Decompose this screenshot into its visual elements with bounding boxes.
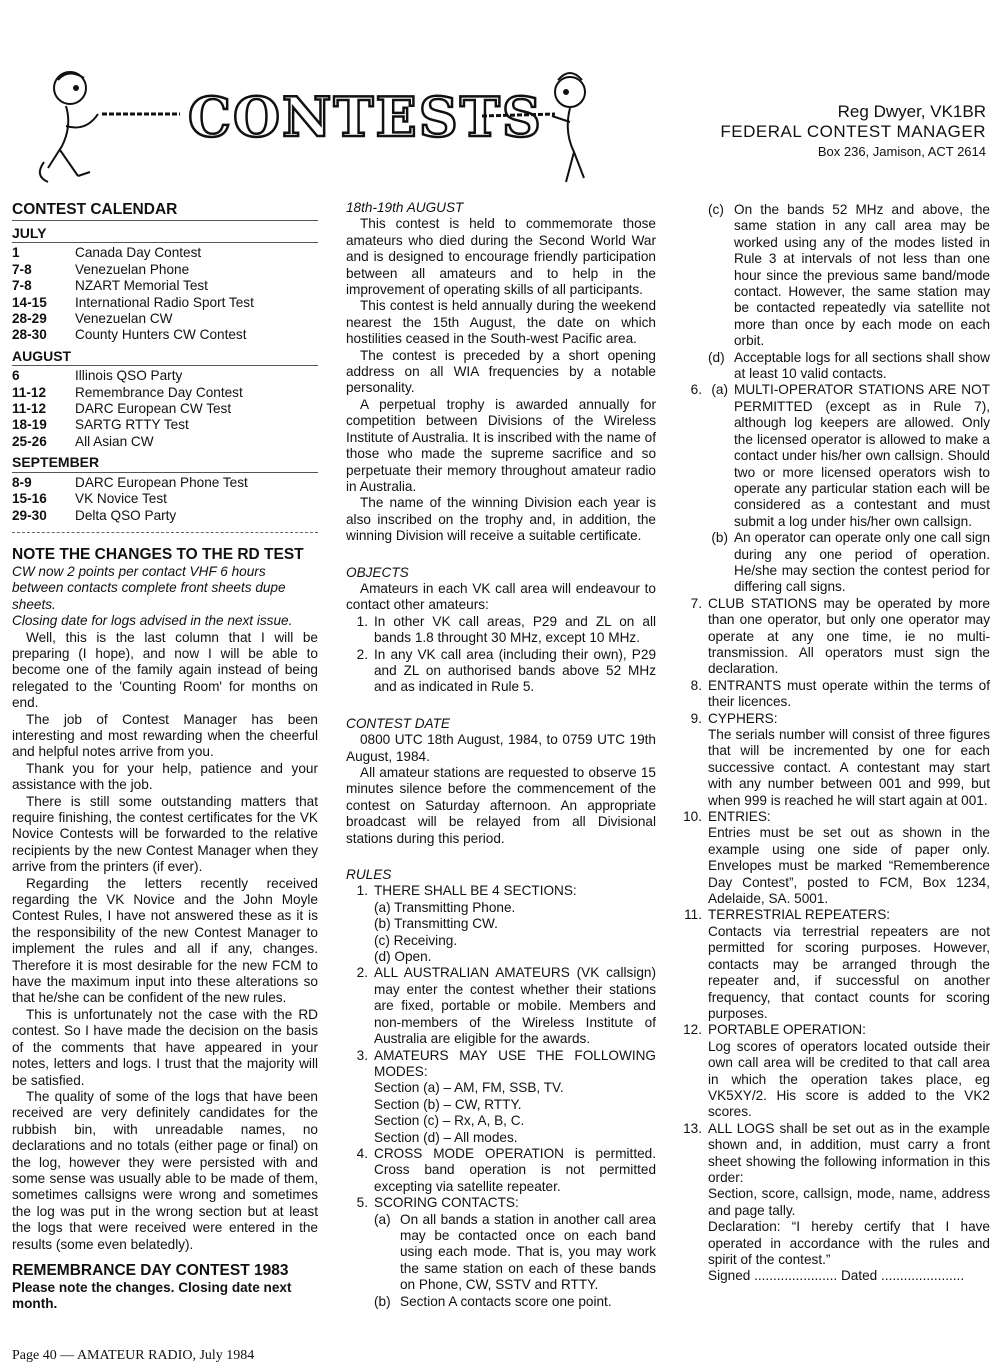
banner-title: CONTESTS xyxy=(188,85,543,149)
objects-heading: OBJECTS xyxy=(346,564,409,580)
object-item: 1. In other VK call areas, P29 and ZL on all bands 1.8 throught 30 MHz, except 10 MHz. xyxy=(356,613,656,646)
rule-5-sub: (b) Section A contacts score one point. xyxy=(374,1293,612,1309)
author-byline xyxy=(720,102,986,161)
calendar-row: 7-8 NZART Memorial Test xyxy=(12,278,208,294)
rule-1-sub: (a) Transmitting Phone. xyxy=(374,899,516,915)
calendar-row: 1 Canada Day Contest xyxy=(12,245,202,261)
rule-11: 11. TERRESTRIAL REPEATERS: Contacts via terrestrial repeaters are not permitted for scoring purposes. However, contacts may be arranged through the repeater and, if successful on another frequency, that contact counts for scoring purposes. xyxy=(684,907,990,1021)
rule-1-sub: (b) Transmitting CW. xyxy=(374,916,498,932)
contest-date-heading: 18th-19th AUGUST xyxy=(346,200,464,215)
intro-paragraph: This contest is held to commemorate those amateurs who died during the Second World War and is designed to encourage friendly participation between all amateurs and to help in the improvement of operating skills of all participants. xyxy=(346,216,656,298)
intro-paragraph: The name of the winning Division each year is also inscribed on the trophy and, in addition, the winning Division will receive a suitable certificate. xyxy=(346,495,656,544)
calendar-row: 15-16 VK Novice Test xyxy=(12,491,167,507)
calendar-row: 28-30 County Hunters CW Contest xyxy=(12,327,247,343)
rule-6: 6. (a) MULTI-OPERATOR STATIONS ARE NOT PERMITTED (except as in Rule 7), although log keepers are allowed. Only the licensed operator is allowed to make a contact under his/her own callsign. Should two or more licensed operators wish to operate any particular station each will be considered as a contestant and must submit a log under his/her own callsign. (b) An operator can operate only one call sign during any one period of operation. He/she may section the contest period for differing call signs. xyxy=(690,382,990,595)
rule-5-sub: (c) On the bands 52 MHz and above, the same station in any call area may be worked using any of the modes listed in Rule 3 at intervals of not less than one hour since the previous same band/mode contact. However, the same station may be contacted repeatedly via satellite not more than once by each mode on each orbit. xyxy=(708,202,990,349)
calendar-month: AUGUST xyxy=(12,347,72,364)
contest-date-section-heading: CONTEST DATE xyxy=(346,715,450,731)
calendar-row: 25-26 All Asian CW xyxy=(12,433,154,449)
note-paragraph: The job of Contest Manager has been interesting and most rewarding when the cheerful and helpful notes arrive from you. xyxy=(12,711,318,760)
cartoon-figure-left-icon xyxy=(40,72,98,182)
contest-date-paragraph: 0800 UTC 18th August, 1984, to 0759 UTC 19th August, 1984. xyxy=(346,732,656,764)
contests-banner xyxy=(30,66,590,196)
note-paragraph: Well, this is the last column that I will be preparing (I hope), and now I will be able to become one of the family again instead of being relegated to the 'Counting Room' for months on end. xyxy=(12,629,318,711)
rule-1-sub: (d) Open. xyxy=(374,949,432,965)
objects-intro: Amateurs in each VK call area will endeavour to contact other amateurs: xyxy=(346,580,656,613)
contest-date-paragraph: All amateur stations are requested to observe 15 minutes silence before the commencement of the contest on Saturday afternoon. An appropriate broadcast will be relayed from all Divisional stations during this period. xyxy=(346,765,656,846)
rule-1-sub: (c) Receiving. xyxy=(374,932,458,948)
calendar-month: JULY xyxy=(12,225,47,241)
rule-4: 4. CROSS MODE OPERATION is permitted. Cross band operation is not permitted excepting via satellite repeater. xyxy=(356,1145,656,1194)
calendar-row: 11-12 DARC European CW Test xyxy=(12,401,232,417)
note-paragraph: Thank you for your help, patience and your assistance with the job. xyxy=(12,760,318,793)
author-address: Box 236, Jamison, ACT 2614 xyxy=(817,144,986,159)
note-paragraph: This is unfortunately not the case with the RD contest. So I have made the decision on the basis of the comments that have appeared in your notes, letters and logs. I trust that the majority will be satisfied. xyxy=(12,1006,318,1088)
note-paragraph: The quality of some of the logs that have been received are very definitely candidates for the rubbish bin, with unreadable names, no declarations and no totals (either page or final) on the log, however they were persisted with and some sense was usually able to be made of them, sometimes callsigns were wrong and sometimes the log was put in the wrong section but at least the logs that were received were entered in the results (some even belatedly). xyxy=(12,1088,318,1252)
calendar-row: 29-30 Delta QSO Party xyxy=(12,507,177,523)
calendar-row: 7-8 Venezuelan Phone xyxy=(12,261,190,277)
rule-8: 8. ENTRANTS must operate within the terms of their licences. xyxy=(690,677,990,710)
calendar-row: 28-29 Venezuelan CW xyxy=(12,311,173,327)
calendar-rule xyxy=(12,220,318,221)
rule-10: 10. ENTRIES: Entries must be set out as shown in the example using one side of paper only. Envelopes must be marked “Rememberence Day Contest”, posted to FCM, Box 1234, Adelaide, SA. 5001. xyxy=(683,809,990,907)
signature-line: Signed ...................... Dated ...................... xyxy=(708,1268,965,1284)
calendar-row: 6 Illinois QSO Party xyxy=(12,368,183,384)
rule-3: 3. AMATEURS MAY USE THE FOLLOWING MODES: xyxy=(356,1047,656,1079)
rd1983-text: Please note the changes. Closing date next month. xyxy=(12,1279,292,1312)
rule-13: 13. ALL LOGS shall be set out as in the example shown and, in addition, must carry a front sheet showing the following information in this order: Section, score, callsign, mode, name, address and page tally. Declaration: “I hereby certify that I have operated in accordance with the rules and spirit of the contest.” Signed ...................... Dated ...................... xyxy=(683,1120,990,1284)
contest-calendar xyxy=(12,225,318,524)
column-2 xyxy=(346,200,656,1310)
page-footer: Page 40 — AMATEUR RADIO, July 1984 xyxy=(12,1348,255,1363)
rule-9: 9. CYPHERS: The serials number will consist of three figures that will be incremented by one for each successive contact. A contestant may start with any number between 001 and 999, but when 999 is reached he will start again at 001. xyxy=(690,710,990,808)
calendar-month: SEPTEMBER xyxy=(12,454,100,471)
column-3 xyxy=(680,202,990,1285)
note-heading: NOTE THE CHANGES TO THE RD TEST xyxy=(12,545,304,563)
note-paragraph: There is still some outstanding matters that require finishing, the contest certificates for the VK Novice Contests will be forwarded to the relative recipients by the new Contest Manager when they arrive from the printers (if ever). xyxy=(12,793,318,875)
calendar-row: 14-15 International Radio Sport Test xyxy=(12,294,254,310)
intro-paragraph: This contest is held annually during the weekend nearest the 15th August, the date on which hostilities ceased in the South-west Pacific area. xyxy=(346,298,656,347)
rules-heading: RULES xyxy=(346,867,392,883)
rule-3-sub: Section (d) – All modes. xyxy=(374,1129,518,1145)
column-1 xyxy=(12,200,318,1313)
rule-7: 7. CLUB STATIONS may be operated by more than one operator, but only one operator may operate at any one time, ie no multi-transmission. All operators must sign the declaration. xyxy=(690,595,990,677)
calendar-heading: CONTEST CALENDAR xyxy=(12,201,178,218)
note-italic-2: Closing date for logs advised in the next issue. xyxy=(12,613,293,629)
rule-5-sub: (a) On all bands a station in another call area may be contacted once on each band using each mode. That is, you may work the same station on each of these bands on Phone, CW, SSTV and RTTY. xyxy=(374,1211,656,1293)
calendar-row: 18-19 SARTG RTTY Test xyxy=(12,417,189,433)
rd1983-heading: REMEMBRANCE DAY CONTEST 1983 xyxy=(12,1261,289,1279)
author-name: Reg Dwyer, VK1BR xyxy=(837,102,986,121)
rule-5-sub: (d) Acceptable logs for all sections shall show at least 10 valid contacts. xyxy=(708,349,990,382)
calendar-row: 11-12 Remembrance Day Contest xyxy=(12,384,243,400)
note-italic-1: CW now 2 points per contact VHF 6 hours between contacts complete front sheets dupe sheets. xyxy=(12,563,286,612)
intro-paragraph: A perpetual trophy is awarded annually for competition between Divisions of the Wireless Institute of Australia. It is inscribed with the name of those who made the supreme sacrifice and so perpetuate their memory throughout amateur radio in Australia. xyxy=(346,396,656,494)
rule-2: 2. ALL AUSTRALIAN AMATEURS (VK callsign) may enter the contest whether their stations are fixed, portable or mobile. Members and non-members of the Wireless Institute of Australia are eligible for the awards. xyxy=(356,965,656,1047)
intro-paragraph: The contest is preceded by a short opening address on all WIA frequencies by a notable personality. xyxy=(346,347,656,396)
rule-5: 5. SCORING CONTACTS: xyxy=(356,1195,519,1211)
cartoon-figure-right-icon xyxy=(552,73,585,182)
rule-1: 1. THERE SHALL BE 4 SECTIONS: xyxy=(356,883,577,899)
note-paragraph: Regarding the letters recently received regarding the VK Novice and the John Moyle Contest Rules, I have not answered these as it is the responsibility of the new Contest Manager to implement the rules and all if any, changes. Therefore it is most desirable for the new FCM to have the maximum input into these alterations so that he/she can be confident of the new rules. xyxy=(12,875,318,1006)
object-item: 2. In any VK call area (including their own), P29 and ZL on authorised bands above 52 MHz and as indicated in Rule 5. xyxy=(356,646,656,695)
calendar-row: 8-9 DARC European Phone Test xyxy=(12,474,248,490)
author-role: FEDERAL CONTEST MANAGER xyxy=(720,122,986,141)
rule-3-sub: Section (b) – CW, RTTY. xyxy=(374,1096,522,1112)
rule-3-sub: Section (c) – Rx, A, B, C. xyxy=(374,1113,525,1129)
section-separator xyxy=(12,532,318,533)
rule-3-sub: Section (a) – AM, FM, SSB, TV. xyxy=(374,1080,564,1096)
page-header xyxy=(0,0,1000,196)
rule-12: 12. PORTABLE OPERATION: Log scores of operators located outside their own call area will be credited to that call area in which the operation takes place, eg VK5XY/2. His score is added to the VK2 scores. xyxy=(683,1022,990,1120)
